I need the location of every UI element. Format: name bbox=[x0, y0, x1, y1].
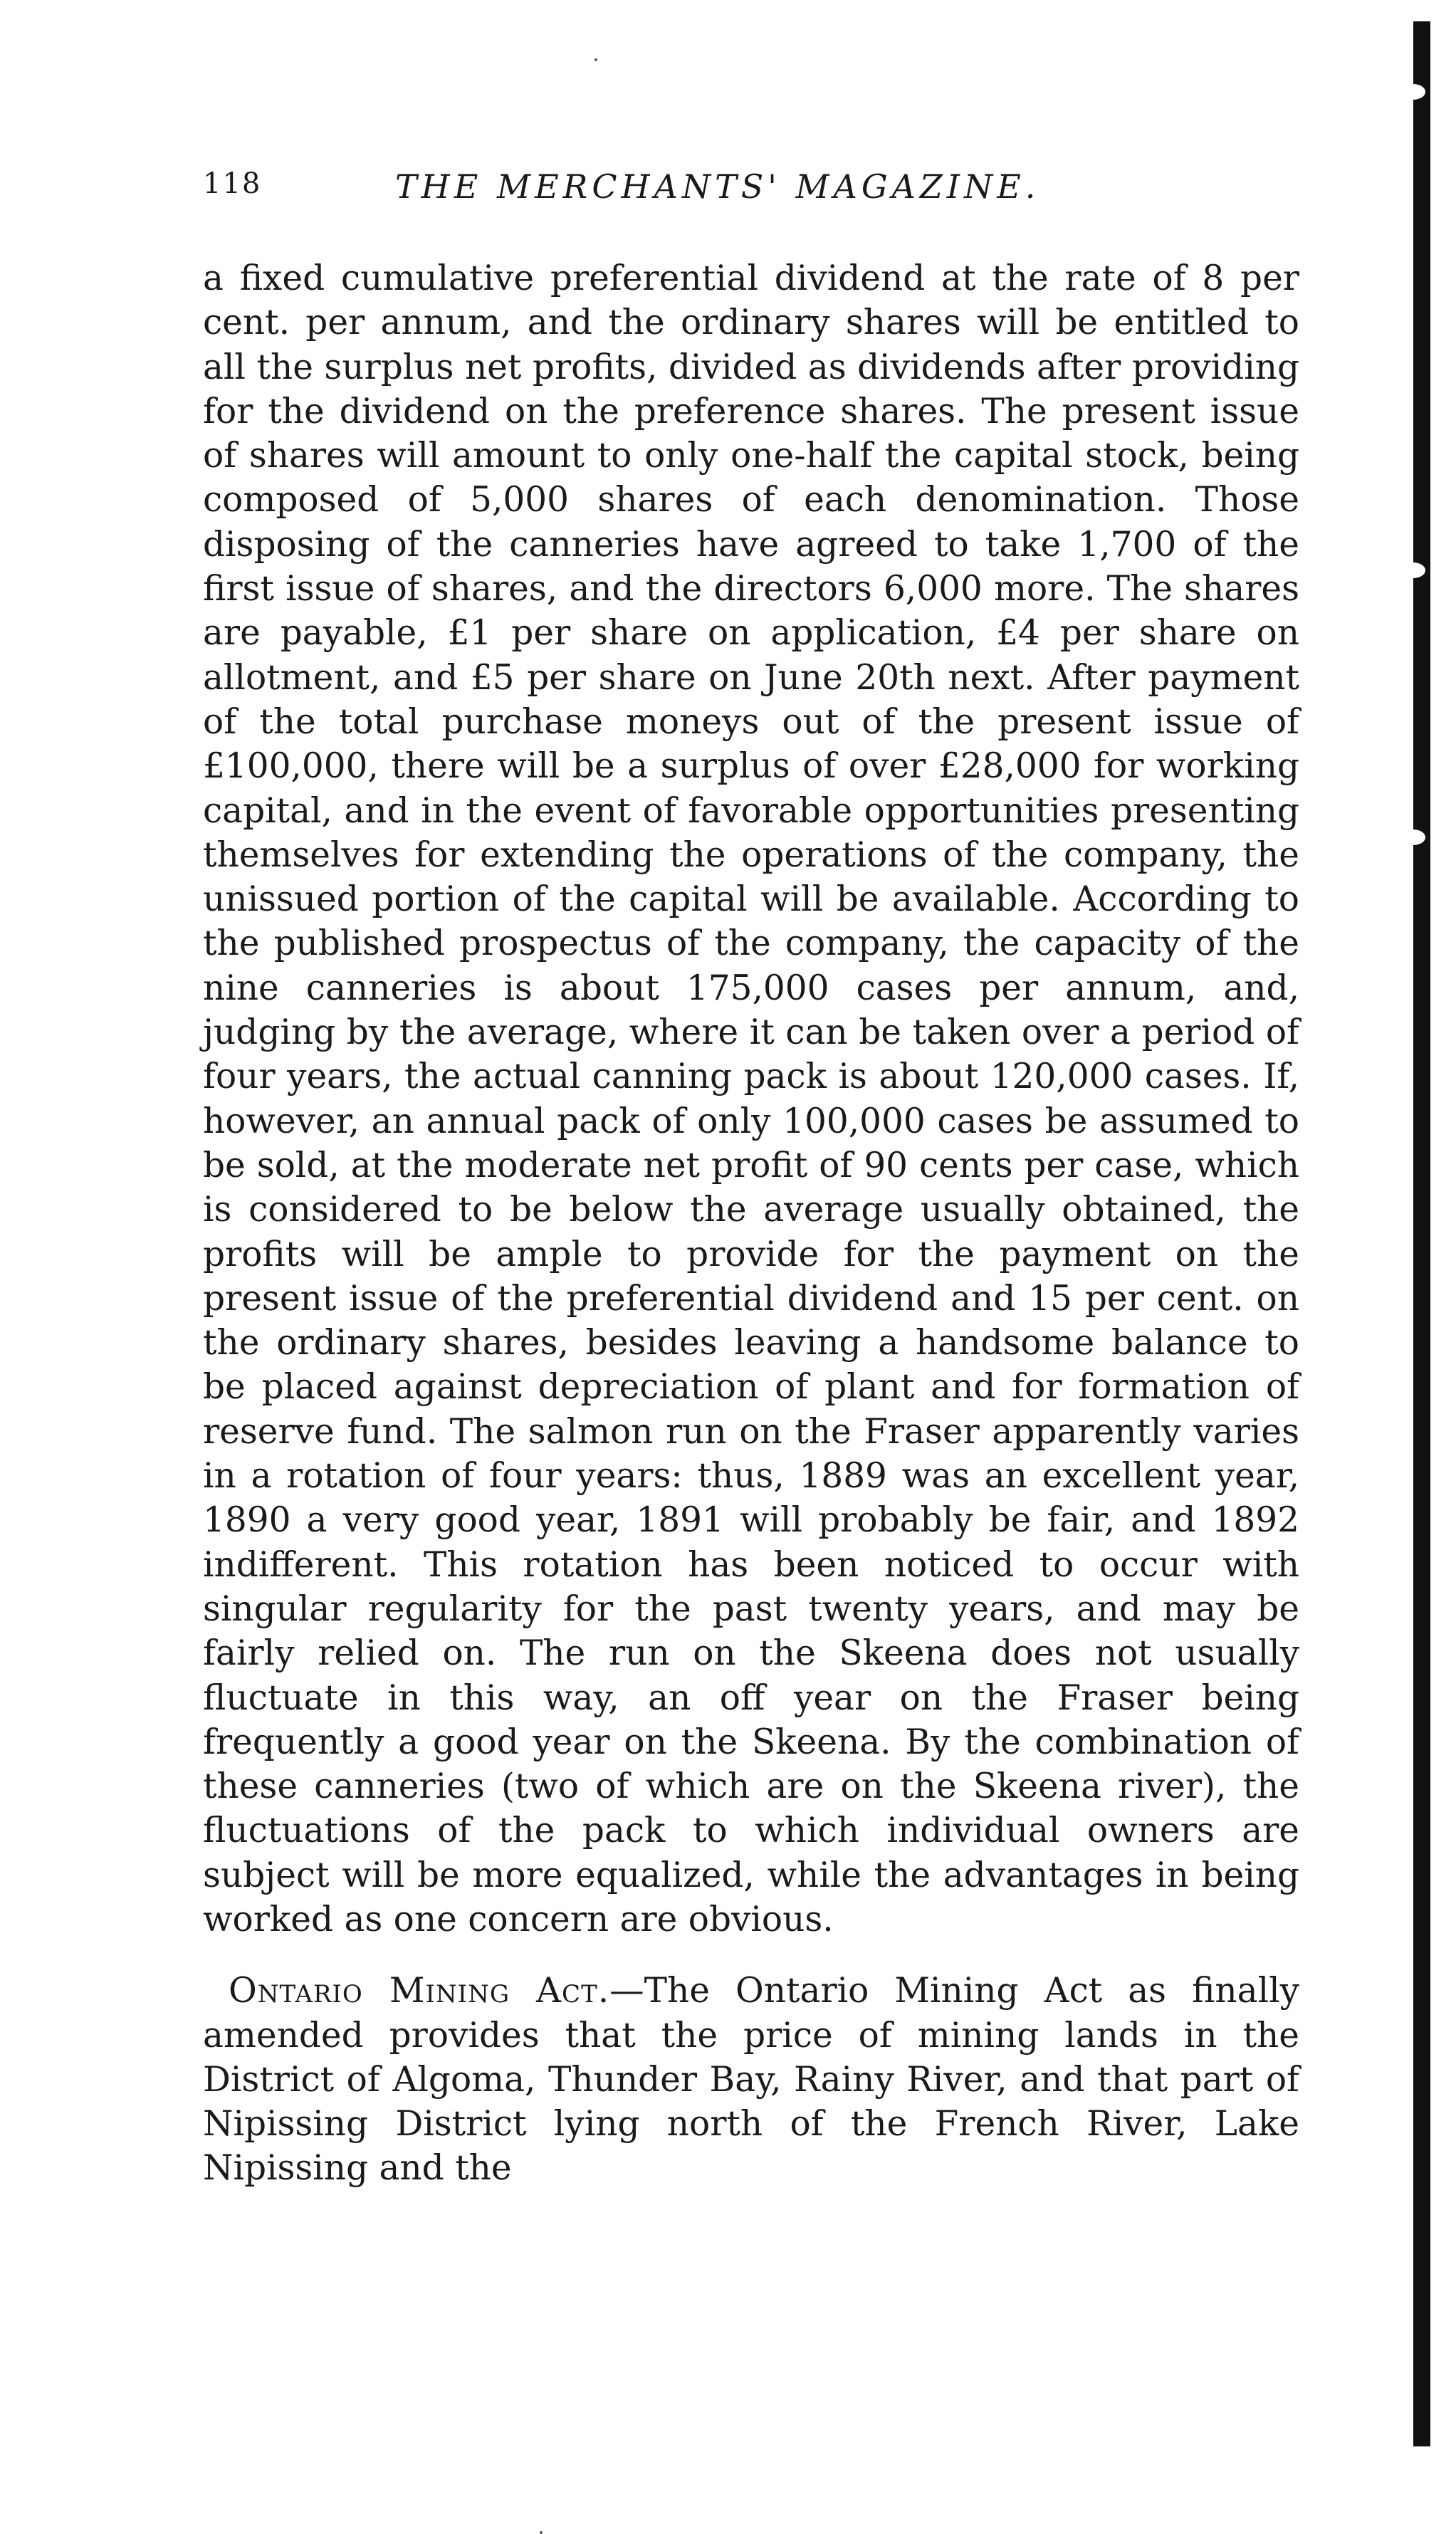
scan-edge-notch bbox=[1401, 829, 1425, 845]
section-heading: Ontario Mining Act. bbox=[229, 1971, 610, 2011]
running-header bbox=[203, 167, 1299, 217]
running-title: THE MERCHANTS' MAGAZINE. bbox=[395, 167, 1040, 206]
paragraph-ontario-mining-act bbox=[203, 1969, 1299, 2190]
article-body bbox=[203, 256, 1299, 2191]
scan-speck bbox=[595, 58, 597, 61]
paragraph-canneries: a fixed cumulative preferential dividend at the rate of 8 per cent. per annum, and the ordinary shares will be entitled to all the surplus net profits, divided as dividends after providing for the dividend on the preference shares. The present issue of shares will amount to only one-half the capital stock, being composed of 5,000 shares of each denomination. Those disposing of the canneries have agreed to take 1,700 of the first issue of shares, and the directors 6,000 more. The shares are payable, £1 per share on application, £4 per share on allotment, and £5 per share on June 20th next. After payment of the total purchase moneys out of the present issue of £100,000, there will be a surplus of over £28,000 for working capital, and in the event of favorable opportunities presenting themselves for extending the operations of the company, the unissued portion of the capital will be available. According to the published prospectus of the company, the capacity of the nine canneries is about 175,000 cases per annum, and, judging by the average, where it can be taken over a period of four years, the actual canning pack is about 120,000 cases. If, however, an annual pack of only 100,000 cases be assumed to be sold, at the moderate net profit of 90 cents per case, which is considered to be below the average usually obtained, the profits will be ample to provide for the payment on the present issue of the preferential dividend and 15 per cent. on the ordinary shares, besides leaving a handsome balance to be placed against depreciation of plant and for formation of reserve fund. The salmon run on the Fraser apparently varies in a rotation of four years: thus, 1889 was an excellent year, 1890 a very good year, 1891 will probably be fair, and 1892 indifferent. This rotation has been noticed to occur with singular regularity for the past twenty years, and may be fairly relied on. The run on the Skeena does not usually fluctuate in this way, an off year on the Fraser being frequently a good year on the Skeena. By the combination of these canneries (two of which are on the Skeena river), the fluctuations of the pack to which individual owners are subject will be more equalized, while the advantages in being worked as one concern are obvious. bbox=[203, 258, 1299, 1939]
paragraph-text: —The Ontario Mining Act as finally amended provides that the price of mining lands in the District of Algoma, Thunder Bay, Rainy River, and that part of Nipissing District lying north of the French River, Lake Nipissing and the bbox=[203, 1971, 1300, 2189]
page-number: 118 bbox=[203, 167, 262, 200]
scan-edge-bar bbox=[1413, 21, 1430, 2446]
scan-edge-notch bbox=[1401, 84, 1425, 100]
scan-speck bbox=[540, 2531, 543, 2534]
scan-edge-notch bbox=[1401, 562, 1425, 578]
